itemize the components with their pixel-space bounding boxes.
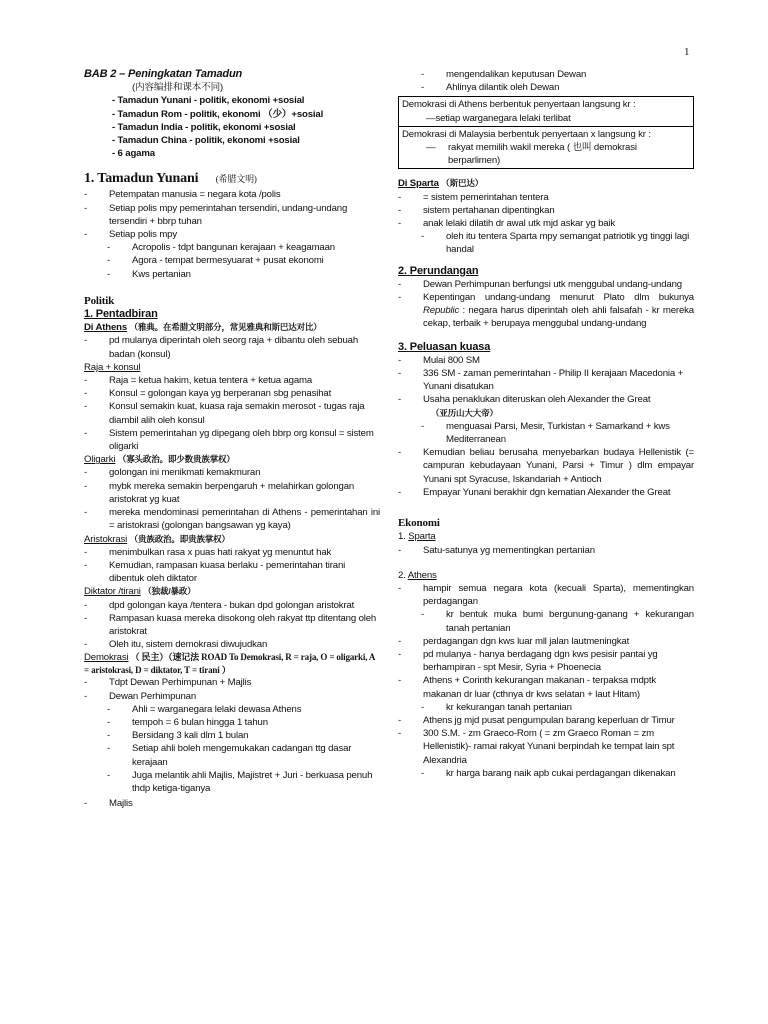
oligarki-zh: （寡头政治。即少数贵族掌权） <box>117 454 235 465</box>
list-item: - Satu-satunya yg mementingkan pertanian <box>398 544 595 556</box>
demokrasi-label-row <box>84 651 380 676</box>
athens-label-row <box>84 321 380 334</box>
list-item: - Sistem pemerintahan yg dipegang oleh bbrp org konsul = sistem oligarki <box>84 427 374 453</box>
oligarki-label-row <box>84 453 380 466</box>
list-item: - = sistem pemerintahan tentera <box>398 191 549 203</box>
list-item: - Kemudian, rampasan kuasa berlaku - pemerintahan tirani dibentuk oleh diktator <box>84 559 346 585</box>
summary-item: - Tamadun India - politik, ekonomi +sosial <box>112 121 296 133</box>
republic-book-title: Republic <box>423 305 460 317</box>
sparta-economy-heading: 1. Sparta <box>398 531 436 543</box>
list-item: - pd mulanya diperintah oleh seorg raja + dibantu oleh sebuah badan (konsul) <box>84 335 359 360</box>
sub-list-item: - mengendalikan keputusan Dewan <box>421 69 587 80</box>
list-item: - mybk mereka semakin berpengaruh + melahirkan golongan aristokrat yg kuat <box>84 480 355 505</box>
box-title: Demokrasi di Malaysia berbentuk penyertaan x langsung kr : <box>402 128 651 140</box>
list-item: - Tdpt Dewan Perhimpunan + Majlis <box>84 677 252 689</box>
list-item: - pd mulanya - hanya berdagang dgn kws pesisir pantai yg berhampiran - spt Mesir, Syria + Phoenecia <box>398 648 658 674</box>
comparison-box <box>398 96 694 169</box>
list-item: - mereka mendominasi pemerintahan di Athens - pemerintahan ini = aristokrasi (golongan bangsawan yg kaya) <box>84 507 380 532</box>
diktator-label-row <box>84 585 380 598</box>
list-item: - perdagangan dgn kws luar mll jalan lautmeningkat <box>398 635 630 647</box>
list-item: - Petempatan manusia = negara kota /polis <box>84 189 281 201</box>
sub-list-item: - Kws pertanian <box>107 268 191 280</box>
raja-label: Raja + konsul <box>84 361 141 373</box>
box-line-row: — rakyat memilih wakil mereka ( 也叫 demokrasi berparlimen) <box>426 142 637 167</box>
demokrasi-note: （ 民主）（速记法 ROAD To Demokrasi, R = raja, O = oligarki, A = aristokrasi, D = diktator, T = tirani ） <box>84 652 375 676</box>
sparta-label: Di Sparta <box>398 178 439 190</box>
chapter-title: BAB 2 – Peningkatan Tamadun <box>84 68 243 80</box>
aristokrasi-label: Aristokrasi <box>84 533 128 545</box>
list-item: - Setiap polis mpy pemerintahan tersendiri, undang-undang tersendiri + bbrp tuhan <box>84 202 348 227</box>
summary-item: - Tamadun Rom - politik, ekonomi （少）+sosial <box>112 108 324 120</box>
list-item: - menimbulkan rasa x puas hati rakyat yg menuntut hak <box>84 546 332 558</box>
page-number: 1 <box>684 46 690 58</box>
list-item: - Setiap polis mpy <box>84 229 177 241</box>
list-item: - Kemudian beliau berusaha menyebarkan budaya Hellenistik (= campuran kebudayaan Yunani, Parsi + Timur ) dlm empayar Yunani spt Syracuse, Iskandariah + Antioch <box>398 447 694 485</box>
list-item: - Kepentingan undang-undang menurut Plato dlm bukunya Republic : negara harus diperintah oleh ahli falsafah - kr mereka cekap, terbaik + berupaya menggubal undang-undang <box>398 292 694 330</box>
sparta-label-row <box>398 177 694 190</box>
list-item: - Dewan Perhimpunan <box>84 690 197 702</box>
pentadbiran-heading: 1. Pentadbiran <box>84 308 158 321</box>
list-item: - 336 SM - zaman pemerintahan - Philip II kerajaan Macedonia + Yunani disatukan <box>398 368 684 393</box>
list-item: - Konsul = golongan kaya yg berperanan sbg penasihat <box>84 388 332 400</box>
list-item: - Empayar Yunani berakhir dgn kematian Alexander the Great <box>398 486 671 498</box>
list-item: - Raja = ketua hakim, ketua tentera + ketua agama <box>84 375 313 387</box>
sub-list-item: - Bersidang 3 kali dlm 1 bulan <box>107 730 249 742</box>
box-line: —setiap warganegara lelaki terlibat <box>426 112 571 124</box>
summary-list <box>84 94 380 160</box>
summary-item: - Tamadun China - politik, ekonomi +sosial <box>112 135 300 147</box>
oligarki-label: Oligarki <box>84 454 116 466</box>
sparta-zh: （斯巴达） <box>441 178 484 189</box>
sub-list-item: - kr harga barang naik apb cukai perdagangan dikenakan <box>421 767 676 779</box>
list-item: - golongan ini menikmati kemakmuran <box>84 467 261 479</box>
box-title: Demokrasi di Athens berbentuk penyertaan langsung kr : <box>402 99 636 111</box>
chapter-note: (内容编排和课本不同) <box>132 82 224 94</box>
athens-economy-heading: 2. Athens <box>398 569 437 581</box>
list-item: - Oleh itu, sistem demokrasi diwujudkan <box>84 639 268 651</box>
list-item: - Athens jg mjd pusat pengumpulan barang keperluan dr Timur <box>398 714 675 726</box>
athens-label: Di Athens <box>84 322 128 334</box>
diktator-zh: （独裁/暴政） <box>143 586 196 597</box>
aristokrasi-zh: （贵族政治。即贵族掌权） <box>129 533 230 544</box>
alexander-zh: （亚历山大大帝） <box>431 407 498 418</box>
perundangan-heading: 2. Perundangan <box>398 264 479 277</box>
summary-item: - 6 agama <box>112 148 155 160</box>
athens-zh: （雅典。在希腊文明部分，常见雅典和斯巴达对比） <box>129 322 322 333</box>
list-item: - Athens + Corinth kekurangan makanan - terpaksa mdptk makanan dr luar (cthnya dr kws selatan + laut Hitam) <box>398 675 656 700</box>
list-item: - Usaha penaklukan diteruskan oleh Alexander the Great （亚历山大大帝） <box>398 394 651 418</box>
summary-item: - Tamadun Yunani - politik, ekonomi +sosial <box>112 95 305 107</box>
sub-list-item: - Setiap ahli boleh mengemukakan cadangan ttg dasar kerajaan <box>107 743 352 768</box>
malaysia-democracy-cell <box>399 127 693 169</box>
sub-list-item: - kr bentuk muka bumi bergunung-ganang + kekurangan tanah pertanian <box>421 609 694 634</box>
list-item: - 300 S.M. - zm Graeco-Rom ( = zm Graeco Roman = zm Hellenistik)- ramai rakyat Yunani berpindah ke tempat lain spt Alexandria <box>398 728 675 766</box>
list-item: - anak lelaki dilatih dr awal utk mjd askar yg baik <box>398 218 616 230</box>
demokrasi-label: Demokrasi <box>84 652 129 664</box>
section-title: 1. Tamadun Yunani <box>84 171 199 187</box>
diktator-label: Diktator /tirani <box>84 586 141 598</box>
aristokrasi-label-row <box>84 533 380 546</box>
sub-list-item: - Ahli = warganegara lelaki dewasa Athens <box>107 703 302 715</box>
sub-list-item: - menguasai Parsi, Mesir, Turkistan + Samarkand + kws Mediterranean <box>421 420 670 446</box>
list-item: - Rampasan kuasa mereka disokong oleh rakyat ttp ditentang oleh aristokrat <box>84 612 377 637</box>
sub-list-item: - tempoh = 6 bulan hingga 1 tahun <box>107 716 268 728</box>
peluasan-heading: 3. Peluasan kuasa <box>398 340 491 353</box>
list-item: - Mulai 800 SM <box>398 354 480 366</box>
left-column <box>84 68 380 810</box>
sub-list-item: - Acropolis - tdpt bangunan kerajaan + keagamaan <box>107 242 335 254</box>
list-item: - dpd golongan kaya /tentera - bukan dpd golongan aristokrat <box>84 599 355 611</box>
sub-list-item: - Agora - tempat bermesyuarat + pusat ekonomi <box>107 255 324 267</box>
list-item: - Dewan Perhimpunan berfungsi utk menggubal undang-undang <box>398 278 682 290</box>
sub-list-item: - kr kekurangan tanah pertanian <box>421 701 572 713</box>
list-item: - hampir semua negara kota (kecuali Sparta), mementingkan perdagangan <box>398 582 694 608</box>
list-item: - Konsul semakin kuat, kuasa raja semakin merosot - tugas raja diambil alih oleh konsul <box>84 401 365 426</box>
section-title-zh: (希腊文明) <box>215 174 257 185</box>
ekonomi-heading: Ekonomi <box>398 517 440 530</box>
list-item: - Majlis <box>84 798 133 810</box>
sub-list-item: - oleh itu tentera Sparta mpy semangat patriotik yg tinggi lagi handal <box>421 231 690 256</box>
sub-list-item: - Juga melantik ahli Majlis, Majistret + Juri - berkuasa penuh thdp ketiga-tiganya <box>107 769 373 794</box>
right-column <box>398 68 694 780</box>
list-item: - sistem pertahanan dipentingkan <box>398 204 555 216</box>
section-heading <box>84 170 380 188</box>
politik-heading: Politik <box>84 294 115 307</box>
sub-list-item: - Ahlinya dilantik oleh Dewan <box>421 82 560 94</box>
athens-democracy-cell <box>399 97 693 126</box>
